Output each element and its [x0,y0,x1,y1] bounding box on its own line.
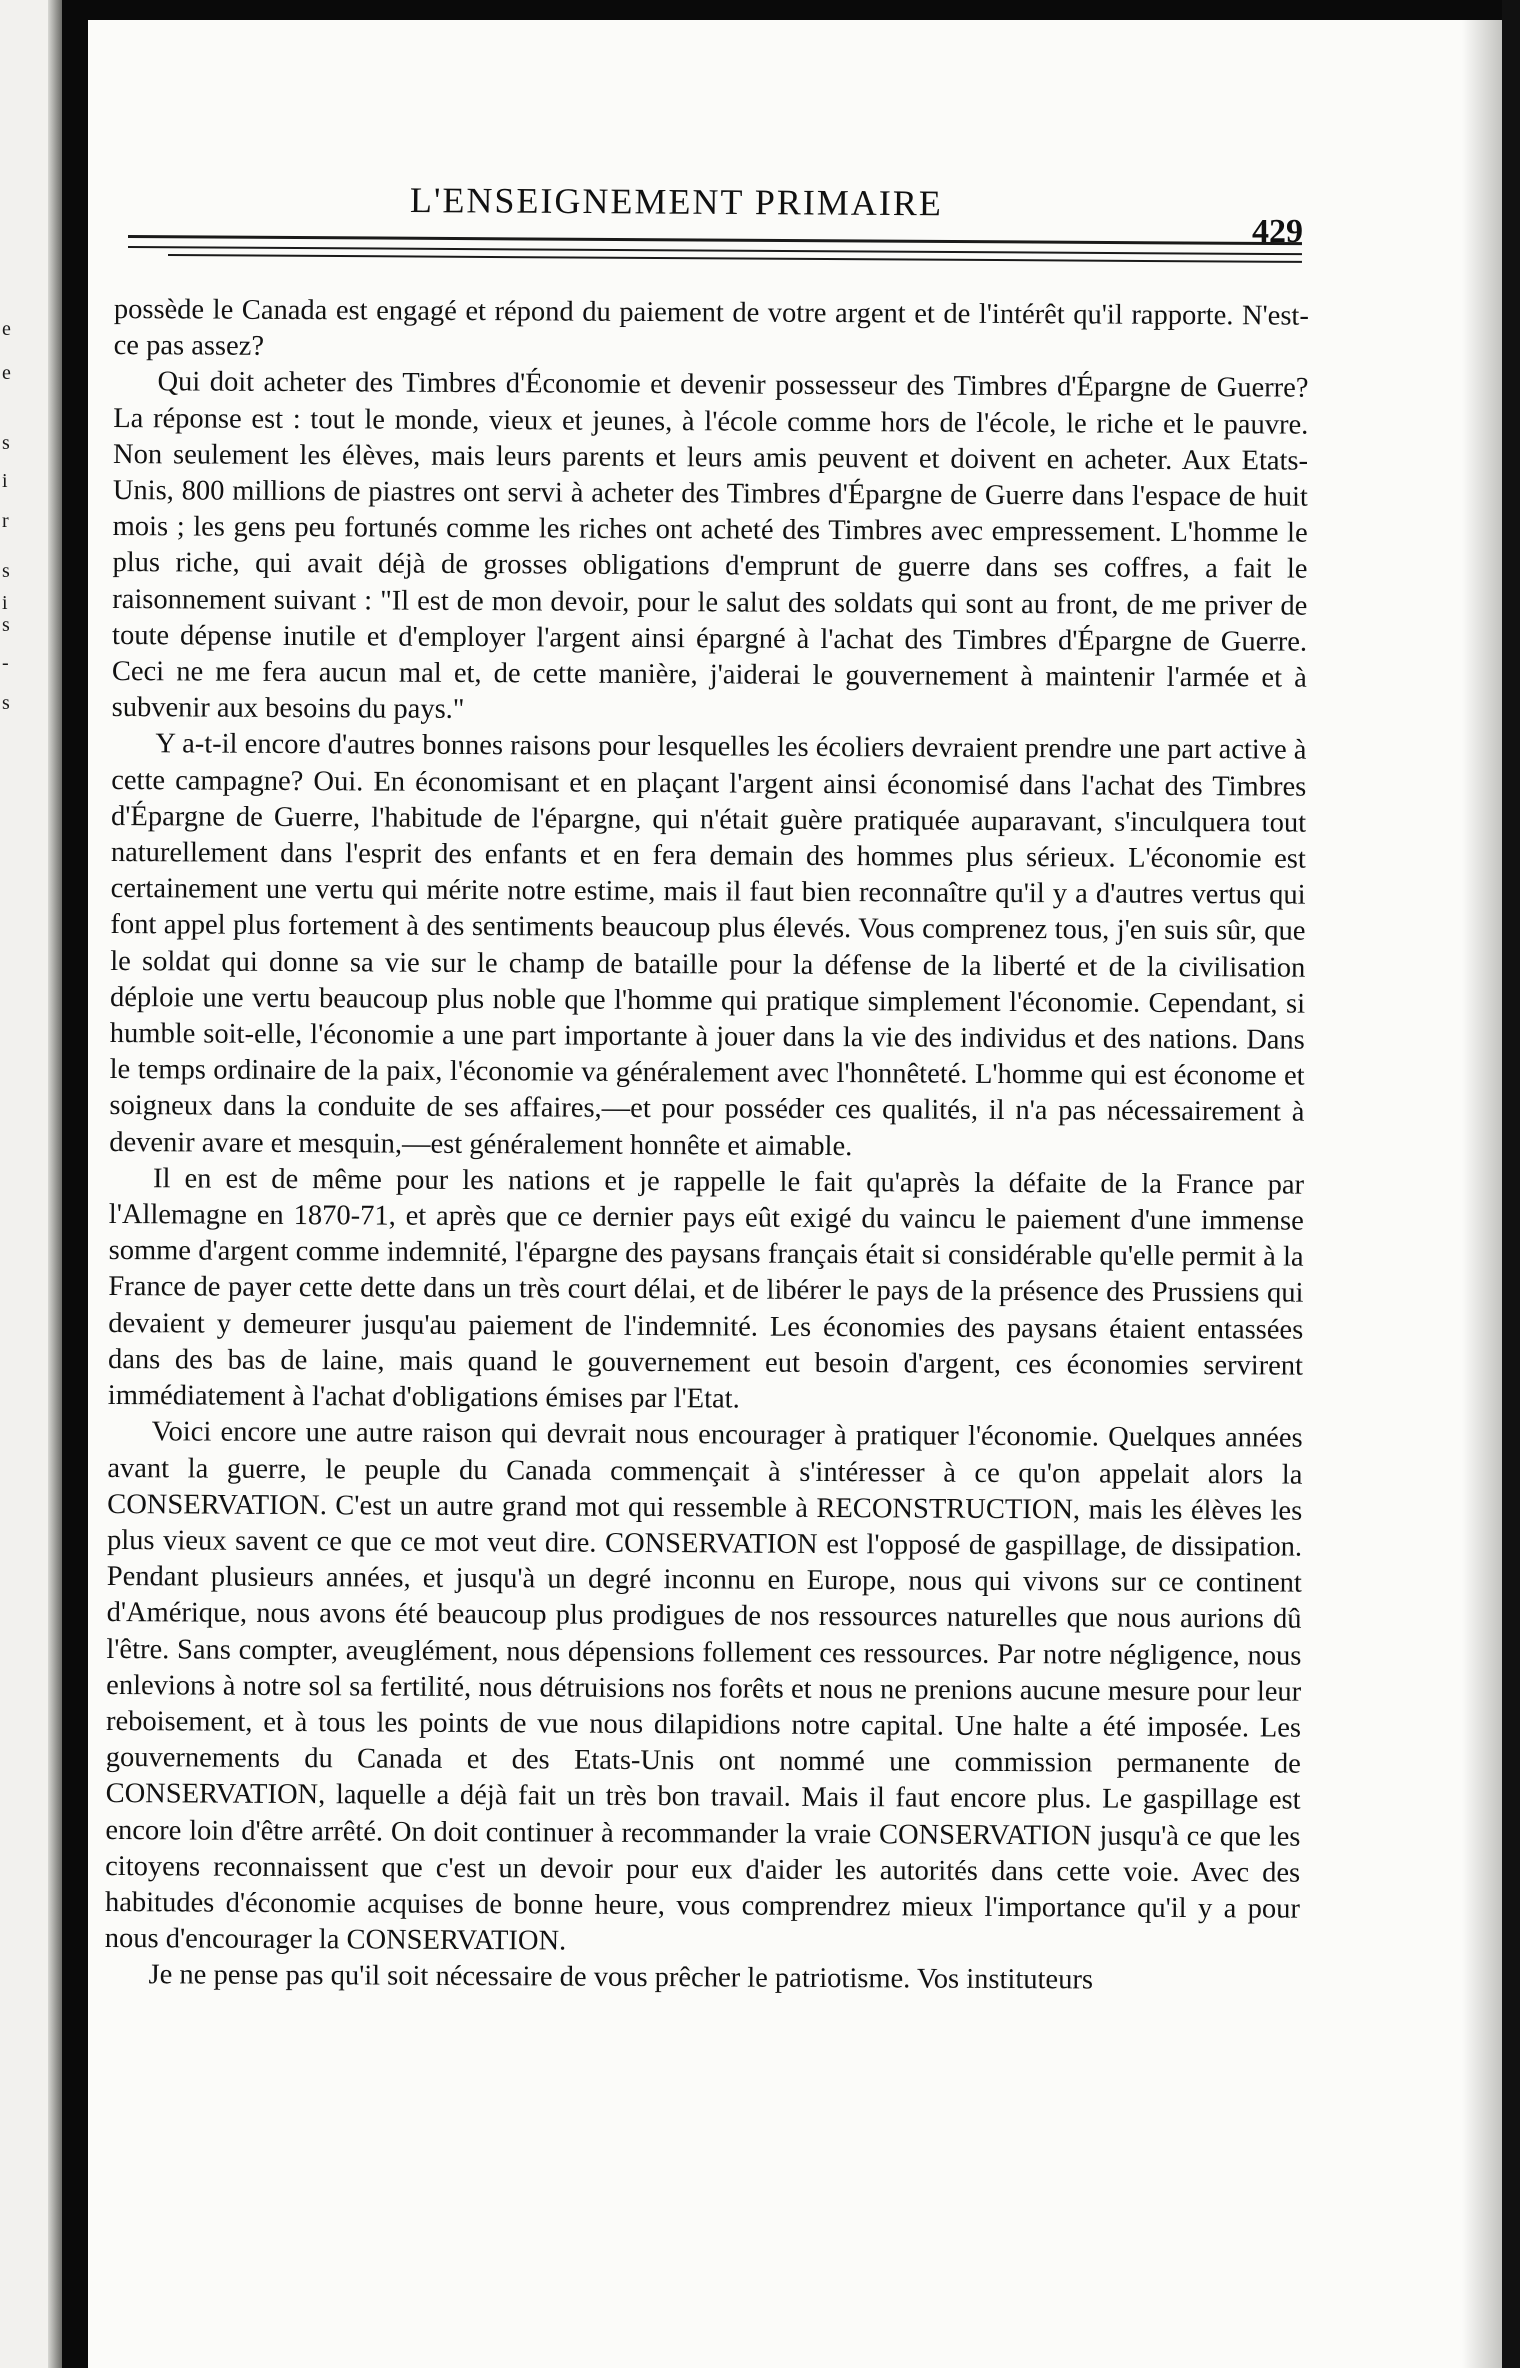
header-rule-thin [128,246,1302,255]
paragraph: Y a-t-il encore d'autres bonnes raisons pour lesquelles les écoliers devraient prendre une part active à cette campagne? Oui. En économisant et en plaçant l'argent ainsi économisé dans l'achat des Timbres d'Épargne de Guerre, l'habitude de l'épargne, qui n'était guère pratiquée auparavant, s'inculquera tout naturellement dans l'esprit des enfants et en fera demain des hommes plus sérieux. L'économie est certainement une vertu qui mérite notre estime, mais il faut bien reconnaître qu'il y a d'autres vertus qui font appel plus fortement à des sentiments beaucoup plus élevés. Vous comprenez tous, j'en suis sûr, que le soldat qui donne sa vie sur le champ de bataille pour la défense de la liberté et de la civilisation déploie une vertu beaucoup plus noble que l'homme qui pratique simplement l'économie. Cependant, si humble soit-elle, l'économie a une part importante à jouer dans la vie des individus et des nations. Dans le temps ordinaire de la paix, l'économie va généralement avec l'honnêteté. L'homme qui est économe et soigneux dans la conduite de ses affaires,—et pour posséder ces qualités, il n'a pas nécessairement à devenir avare et mesquin,—est généralement honnête et aimable. [109,728,1307,1162]
page-edge-shading [1462,20,1502,2368]
book-gutter [62,0,88,2368]
paragraph: Voici encore une autre raison qui devrait nous encourager à pratiquer l'économie. Quelques années avant la guerre, le peuple du Canada commençait à s'intéresser à ce qu'on appelait alors la CONSERVATION. C'est un autre grand mot qui ressemble à RECONSTRUCTION, mais les élèves les plus vieux savent ce que ce mot veut dire. CONSERVATION est l'opposé de gaspillage, de dissipation. Pendant plusieurs années, et jusqu'à un degré inconnu en Europe, nous qui vivons sur ce continent d'Amérique, nous avons été beaucoup plus prodigues de nos ressources naturelles que nous aurions dû l'être. Sans compter, aveuglément, nous dépensions follement ces ressources. Par notre négligence, nous enlevions à notre sol sa fertilité, nous détruisions nos forêts et nous ne prenions aucune mesure pour leur reboisement, et à tous les points de vue nous dilapidions notre capital. Une halte a été imposée. Les gouvernements du Canada et des Etats-Unis ont nommé une commission permanente de CONSERVATION, laquelle a déjà fait un très bon travail. Mais il faut encore plus. Le gaspillage est encore loin d'être arrêté. On doit continuer à recommander la vraie CONSERVATION jusqu'à ce que les citoyens reconnaissent que c'est un devoir pour eux d'aider les autorités dans cette voie. Avec des habitudes d'économie acquises de bonne heure, vous comprendrez mieux l'importance qu'il y a pour nous d'encourager la CONSERVATION. [104,1416,1303,1957]
page-header [88,165,1502,250]
margin-fragment: r [2,510,9,532]
margin-fragment: s [2,692,10,714]
paragraph: Il en est de même pour les nations et je rappelle le fait qu'après la défaite de la France par l'Allemagne en 1870-71, et après que ce dernier pays eût exigé du vaincu le paiement d'une immense somme d'argent comme indemnité, l'épargne des paysans français était si considérable qu'elle permit à la France de payer cette dette dans un très court délai, et de libérer le pays de la présence des Prussiens qui devaient y demeurer jusqu'au paiement de l'indemnité. Les économies des paysans étaient entassées dans des bas de laine, mais quand le gouvernement eut besoin d'argent, ces économies servirent immédiatement à l'achat d'obligations émises par l'Etat. [107,1163,1305,1415]
header-rule-under [168,254,1302,263]
header-rule-thick [128,235,1302,245]
margin-fragment: e [2,318,11,340]
margin-fragment: i [2,470,8,492]
margin-fragment: s [2,432,10,454]
paragraph: Je ne pense pas qu'il soit nécessaire de vous prêcher le patriotisme. Vos instituteurs [148,1959,1094,1996]
margin-fragment: i [2,592,8,614]
paragraph: Qui doit acheter des Timbres d'Économie et devenir possesseur des Timbres d'Épargne de Guerre? La réponse est : tout le monde, vieux et jeunes, à l'école comme hors de l'école, le riche et le pauvre. Non seulement les élèves, mais leurs parents et leurs amis peuvent et doivent en acheter. Aux Etats-Unis, 800 millions de piastres ont servi à acheter des Timbres d'Épargne de Guerre dans l'espace de huit mois ; les gens peu fortunés comme les riches ont acheté des Timbres avec empressement. L'homme le plus riche, qui avait déjà de grosses obligations d'emprunt de guerre dans ses coffres, a fait le raisonnement suivant : "Il est de mon devoir, pour le salut des soldats qui sont au front, de me priver de toute dépense inutile et d'employer l'argent ainsi épargné à l'achat des Timbres d'Épargne de Guerre. Ceci ne me fera aucun mal et, de cette manière, j'aiderai le gouvernement à maintenir l'armée et à subvenir aux besoins du pays." [111,366,1309,726]
paragraph: possède le Canada est engagé et répond du paiement de votre argent et de l'intérêt qu'il rapporte. N'est-ce pas assez? [113,293,1309,363]
scanned-page [88,20,1502,2368]
facing-page-edge [0,0,62,2368]
page-fold-shadow [48,0,62,2368]
running-title: L'ENSEIGNEMENT PRIMAIRE [409,180,943,224]
article-body [104,292,1308,2000]
page-number: 429 [1252,213,1303,250]
scan-border [1502,0,1520,2368]
margin-fragment: - [2,652,9,674]
margin-fragment: s [2,560,10,582]
margin-fragment: s [2,614,10,636]
margin-fragment: e [2,362,11,384]
